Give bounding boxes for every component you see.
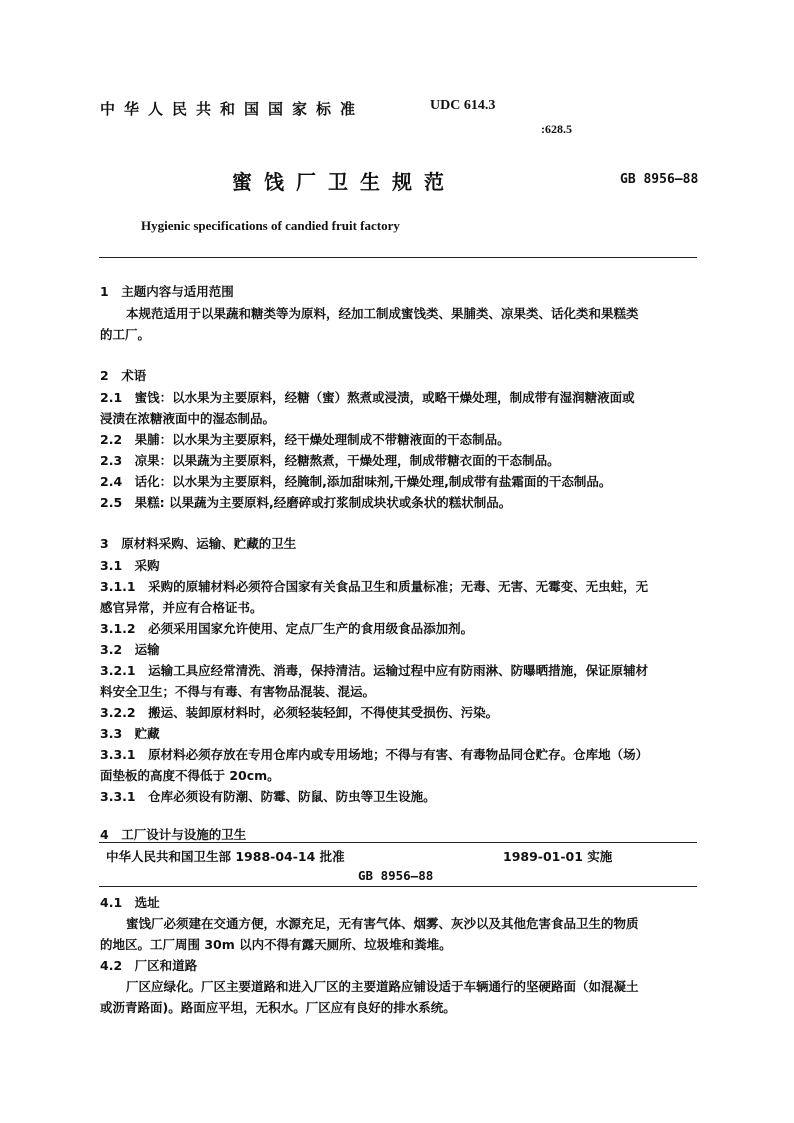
approval-note: 中华人民共和国卫生部 1988-04-14 批准 bbox=[106, 849, 345, 864]
clause-3-3-1-line2: 面垫板的高度不得低于 20cm。 bbox=[100, 768, 280, 783]
term-2-1-line2: 浸渍在浓糖液面中的湿态制品。 bbox=[100, 411, 276, 426]
term-2-3: 2.3 凉果：以果蔬为主要原料，经糖熬煮，干燥处理，制成带糖衣面的干态制品。 bbox=[100, 453, 560, 468]
clause-3-2-1-line2: 料安全卫生；不得与有毒、有害物品混装、混运。 bbox=[100, 684, 376, 699]
clause-3-2-2: 3.2.2 搬运、装卸原材料时，必须轻装轻卸，不得使其受损伤、污染。 bbox=[100, 705, 499, 720]
udc-code-suffix: :628.5 bbox=[541, 122, 572, 136]
clause-3-1-1-line2: 感官异常，并应有合格证书。 bbox=[100, 600, 263, 615]
subsection-3-2: 3.2 运输 bbox=[100, 642, 160, 657]
document-title: 蜜饯厂卫生规范 bbox=[232, 170, 456, 194]
section-1-heading: 1 主题内容与适用范围 bbox=[100, 284, 234, 299]
subsection-3-1: 3.1 采购 bbox=[100, 558, 160, 573]
clause-3-3-1b: 3.3.1 仓库必须设有防潮、防霉、防鼠、防虫等卫生设施。 bbox=[100, 789, 436, 804]
clause-3-2-1-line1: 3.2.1 运输工具应经常清洗、消毒，保持清洁。运输过程中应有防雨淋、防曝晒措施，保证原辅材 bbox=[100, 663, 649, 678]
gb-code: GB 8956—88 bbox=[620, 172, 699, 187]
subsection-4-1: 4.1 选址 bbox=[100, 895, 160, 910]
section-2-heading: 2 术语 bbox=[100, 368, 147, 383]
clause-4-1-line2: 的地区。工厂周围 30m 以内不得有露天厕所、垃圾堆和粪堆。 bbox=[100, 937, 452, 952]
header-divider bbox=[99, 257, 697, 258]
clause-3-3-1-line1: 3.3.1 原材料必须存放在专用仓库内或专用场地；不得与有害、有毒物品同仓贮存。仓库地（场） bbox=[100, 747, 649, 762]
clause-4-2-line1: 厂区应绿化。厂区主要道路和进入厂区的主要道路应铺设适于车辆通行的坚硬路面（如混凝土 bbox=[126, 979, 639, 994]
section-4-heading: 4 工厂设计与设施的卫生 bbox=[100, 827, 247, 842]
term-2-1-line1: 2.1 蜜饯：以水果为主要原料，经糖（蜜）熬煮或浸渍，或略干燥处理，制成带有湿润糖液面或 bbox=[100, 390, 635, 405]
section-1-para-line2: 的工厂。 bbox=[100, 327, 151, 342]
footer-bottom-divider bbox=[99, 886, 697, 887]
standard-label: 中华人民共和国国家标准 bbox=[100, 100, 365, 118]
term-2-2: 2.2 果脯：以水果为主要原料，经干燥处理制成不带糖液面的干态制品。 bbox=[100, 432, 510, 447]
section-3-heading: 3 原材料采购、运输、贮藏的卫生 bbox=[100, 536, 297, 551]
clause-4-2-line2: 或沥青路面)。路面应平坦，无积水。厂区应有良好的排水系统。 bbox=[100, 1000, 456, 1015]
term-2-4: 2.4 话化：以水果为主要原料，经腌制,添加甜味剂,干燥处理,制成带有盐霜面的干态制品。 bbox=[100, 474, 612, 489]
clause-4-1-line1: 蜜饯厂必须建在交通方便，水源充足，无有害气体、烟雾、灰沙以及其他危害食品卫生的物质 bbox=[126, 916, 639, 931]
udc-code: UDC 614.3 bbox=[430, 98, 496, 113]
effective-date: 1989-01-01 实施 bbox=[503, 849, 613, 864]
english-title: Hygienic specifications of candied fruit factory bbox=[141, 218, 400, 233]
section-1-para-line1: 本规范适用于以果蔬和糖类等为原料，经加工制成蜜饯类、果脯类、凉果类、话化类和果糕类 bbox=[126, 306, 639, 321]
term-2-5: 2.5 果糕: 以果蔬为主要原料,经磨碎或打浆制成块状或条状的糕状制品。 bbox=[100, 495, 512, 510]
footer-top-divider bbox=[99, 842, 697, 843]
clause-3-1-1-line1: 3.1.1 采购的原辅材料必须符合国家有关食品卫生和质量标准；无毒、无害、无霉变、无虫蛀，无 bbox=[100, 579, 649, 594]
subsection-3-3: 3.3 贮藏 bbox=[100, 726, 160, 741]
subsection-4-2: 4.2 厂区和道路 bbox=[100, 958, 198, 973]
clause-3-1-2: 3.1.2 必须采用国家允许使用、定点厂生产的食用级食品添加剂。 bbox=[100, 621, 474, 636]
footer-gb-code: GB 8956—88 bbox=[358, 868, 434, 883]
